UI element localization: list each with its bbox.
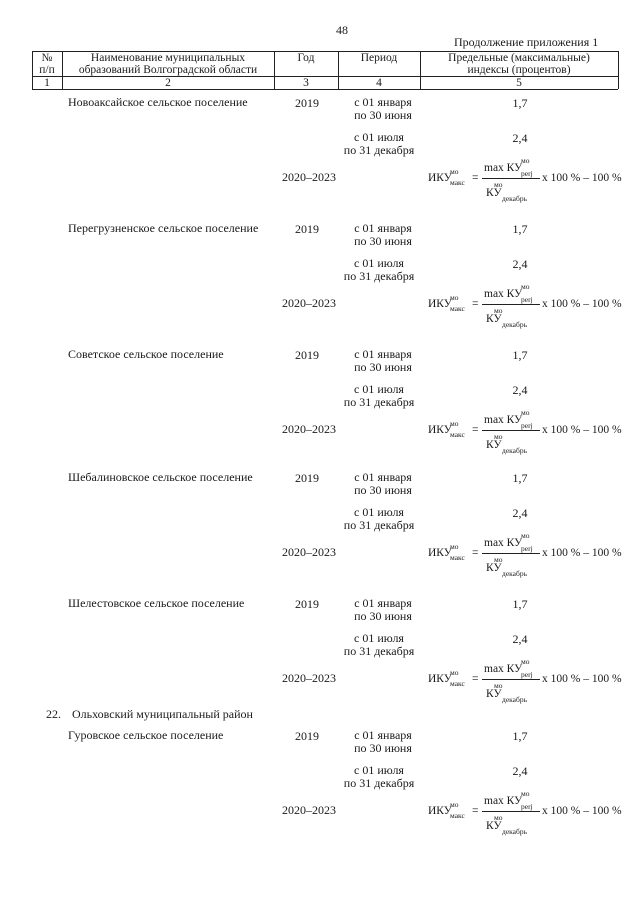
index-formula bbox=[428, 531, 628, 578]
settlement-name: Перегрузненское сельское поселение bbox=[68, 221, 259, 235]
period-first-half: с 01 января по 30 июня bbox=[354, 596, 412, 623]
index-first-half: 1,7 bbox=[512, 222, 528, 236]
formula-equals: = bbox=[472, 424, 479, 436]
formula-numerator: max КУ bbox=[484, 663, 523, 675]
district-name: Ольховский муниципальный район bbox=[72, 707, 253, 721]
header-col4: Период bbox=[360, 52, 398, 64]
formula-numerator: max КУ bbox=[484, 537, 523, 549]
formula-num-sub: perj bbox=[521, 295, 533, 304]
formula-denominator: КУ bbox=[486, 820, 502, 832]
formula-equals: = bbox=[472, 547, 479, 559]
year-2020-2023: 2020–2023 bbox=[282, 671, 336, 685]
index-formula bbox=[428, 408, 628, 455]
formula-den-sub: декабрь bbox=[502, 695, 527, 704]
settlement-name: Советское сельское поселение bbox=[68, 347, 224, 361]
header-bottom-rule bbox=[32, 89, 618, 90]
index-second-half: 2,4 bbox=[512, 131, 528, 145]
district-number: 22. bbox=[46, 707, 61, 721]
continuation-note: Продолжение приложения 1 bbox=[454, 35, 599, 49]
period-second-half: с 01 июля по 31 декабря bbox=[343, 130, 415, 157]
formula-num-sup: мо bbox=[521, 408, 530, 417]
index-formula bbox=[428, 657, 628, 704]
index-formula bbox=[428, 156, 628, 203]
formula-tail: x 100 % – 100 % bbox=[542, 547, 622, 559]
period-first-half: с 01 января по 30 июня bbox=[354, 470, 412, 497]
formula-den-sub: декабрь bbox=[502, 827, 527, 836]
formula-fraction-bar bbox=[482, 178, 540, 179]
year-2020-2023: 2020–2023 bbox=[282, 296, 336, 310]
formula-lhs: ИКУ bbox=[428, 424, 452, 436]
formula-tail: x 100 % – 100 % bbox=[542, 805, 622, 817]
formula-lhs-sup: мо bbox=[450, 167, 459, 176]
header-col2: Наименование муниципальных образований Волгоградской области bbox=[78, 52, 258, 76]
formula-fraction-bar bbox=[482, 553, 540, 554]
formula-num-sub: perj bbox=[521, 169, 533, 178]
year-2020-2023: 2020–2023 bbox=[282, 170, 336, 184]
formula-lhs: ИКУ bbox=[428, 298, 452, 310]
formula-lhs: ИКУ bbox=[428, 673, 452, 685]
period-second-half: с 01 июля по 31 декабря bbox=[343, 256, 415, 283]
header-num-3: 3 bbox=[303, 77, 309, 89]
formula-fraction-bar bbox=[482, 811, 540, 812]
index-formula bbox=[428, 789, 628, 836]
header-num-2: 2 bbox=[165, 77, 171, 89]
header-col5: Предельные (максимальные) индексы (процентов) bbox=[448, 52, 590, 76]
year-2019: 2019 bbox=[295, 222, 319, 236]
formula-denominator: КУ bbox=[486, 688, 502, 700]
formula-lhs-sub: макс bbox=[450, 304, 465, 313]
formula-lhs-sup: мо bbox=[450, 293, 459, 302]
period-first-half: с 01 января по 30 июня bbox=[354, 347, 412, 374]
header-col1: № п/п bbox=[39, 52, 55, 76]
header-num-5: 5 bbox=[516, 77, 522, 89]
year-2019: 2019 bbox=[295, 597, 319, 611]
formula-equals: = bbox=[472, 673, 479, 685]
index-first-half: 1,7 bbox=[512, 729, 528, 743]
formula-num-sub: perj bbox=[521, 544, 533, 553]
index-first-half: 1,7 bbox=[512, 348, 528, 362]
formula-equals: = bbox=[472, 172, 479, 184]
formula-den-sup: мо bbox=[494, 555, 503, 564]
formula-lhs-sub: макс bbox=[450, 679, 465, 688]
index-second-half: 2,4 bbox=[512, 383, 528, 397]
settlement-name: Шебалиновское сельское поселение bbox=[68, 470, 253, 484]
formula-den-sub: декабрь bbox=[502, 569, 527, 578]
header-num-1: 1 bbox=[44, 77, 50, 89]
formula-fraction-bar bbox=[482, 679, 540, 680]
formula-denominator: КУ bbox=[486, 439, 502, 451]
formula-numerator: max КУ bbox=[484, 162, 523, 174]
index-first-half: 1,7 bbox=[512, 597, 528, 611]
formula-lhs-sub: макс bbox=[450, 178, 465, 187]
formula-den-sub: декабрь bbox=[502, 320, 527, 329]
period-first-half: с 01 января по 30 июня bbox=[354, 728, 412, 755]
formula-denominator: КУ bbox=[486, 187, 502, 199]
formula-den-sup: мо bbox=[494, 813, 503, 822]
formula-lhs-sub: макс bbox=[450, 553, 465, 562]
index-second-half: 2,4 bbox=[512, 257, 528, 271]
formula-lhs-sup: мо bbox=[450, 419, 459, 428]
header-num-4: 4 bbox=[376, 77, 382, 89]
year-2020-2023: 2020–2023 bbox=[282, 545, 336, 559]
year-2020-2023: 2020–2023 bbox=[282, 803, 336, 817]
formula-num-sup: мо bbox=[521, 657, 530, 666]
formula-lhs-sub: макс bbox=[450, 811, 465, 820]
period-second-half: с 01 июля по 31 декабря bbox=[343, 763, 415, 790]
formula-fraction-bar bbox=[482, 304, 540, 305]
page-number: 48 bbox=[336, 23, 348, 37]
formula-equals: = bbox=[472, 805, 479, 817]
formula-num-sup: мо bbox=[521, 789, 530, 798]
formula-equals: = bbox=[472, 298, 479, 310]
formula-num-sub: perj bbox=[521, 421, 533, 430]
index-second-half: 2,4 bbox=[512, 764, 528, 778]
period-second-half: с 01 июля по 31 декабря bbox=[343, 631, 415, 658]
formula-tail: x 100 % – 100 % bbox=[542, 424, 622, 436]
formula-num-sup: мо bbox=[521, 282, 530, 291]
formula-numerator: max КУ bbox=[484, 288, 523, 300]
formula-lhs: ИКУ bbox=[428, 805, 452, 817]
year-2019: 2019 bbox=[295, 348, 319, 362]
formula-num-sub: perj bbox=[521, 670, 533, 679]
settlement-name: Новоаксайское сельское поселение bbox=[68, 95, 248, 109]
period-first-half: с 01 января по 30 июня bbox=[354, 221, 412, 248]
index-first-half: 1,7 bbox=[512, 96, 528, 110]
header-col3: Год bbox=[297, 52, 315, 64]
index-second-half: 2,4 bbox=[512, 632, 528, 646]
formula-num-sup: мо bbox=[521, 156, 530, 165]
formula-numerator: max КУ bbox=[484, 795, 523, 807]
index-formula bbox=[428, 282, 628, 329]
year-2019: 2019 bbox=[295, 96, 319, 110]
formula-den-sup: мо bbox=[494, 681, 503, 690]
index-second-half: 2,4 bbox=[512, 506, 528, 520]
period-first-half: с 01 января по 30 июня bbox=[354, 95, 412, 122]
formula-fraction-bar bbox=[482, 430, 540, 431]
formula-den-sub: декабрь bbox=[502, 446, 527, 455]
year-2020-2023: 2020–2023 bbox=[282, 422, 336, 436]
formula-tail: x 100 % – 100 % bbox=[542, 298, 622, 310]
formula-den-sup: мо bbox=[494, 306, 503, 315]
formula-tail: x 100 % – 100 % bbox=[542, 673, 622, 685]
formula-num-sup: мо bbox=[521, 531, 530, 540]
formula-den-sup: мо bbox=[494, 432, 503, 441]
period-second-half: с 01 июля по 31 декабря bbox=[343, 382, 415, 409]
settlement-name: Шелестовское сельское поселение bbox=[68, 596, 245, 610]
formula-lhs-sup: мо bbox=[450, 668, 459, 677]
formula-tail: x 100 % – 100 % bbox=[542, 172, 622, 184]
formula-lhs-sup: мо bbox=[450, 800, 459, 809]
formula-denominator: КУ bbox=[486, 562, 502, 574]
formula-den-sub: декабрь bbox=[502, 194, 527, 203]
index-first-half: 1,7 bbox=[512, 471, 528, 485]
period-second-half: с 01 июля по 31 декабря bbox=[343, 505, 415, 532]
settlement-name: Гуровское сельское поселение bbox=[68, 728, 224, 742]
formula-lhs-sub: макс bbox=[450, 430, 465, 439]
formula-lhs: ИКУ bbox=[428, 547, 452, 559]
year-2019: 2019 bbox=[295, 729, 319, 743]
year-2019: 2019 bbox=[295, 471, 319, 485]
formula-lhs: ИКУ bbox=[428, 172, 452, 184]
formula-num-sub: perj bbox=[521, 802, 533, 811]
formula-numerator: max КУ bbox=[484, 414, 523, 426]
formula-den-sup: мо bbox=[494, 180, 503, 189]
formula-denominator: КУ bbox=[486, 313, 502, 325]
formula-lhs-sup: мо bbox=[450, 542, 459, 551]
